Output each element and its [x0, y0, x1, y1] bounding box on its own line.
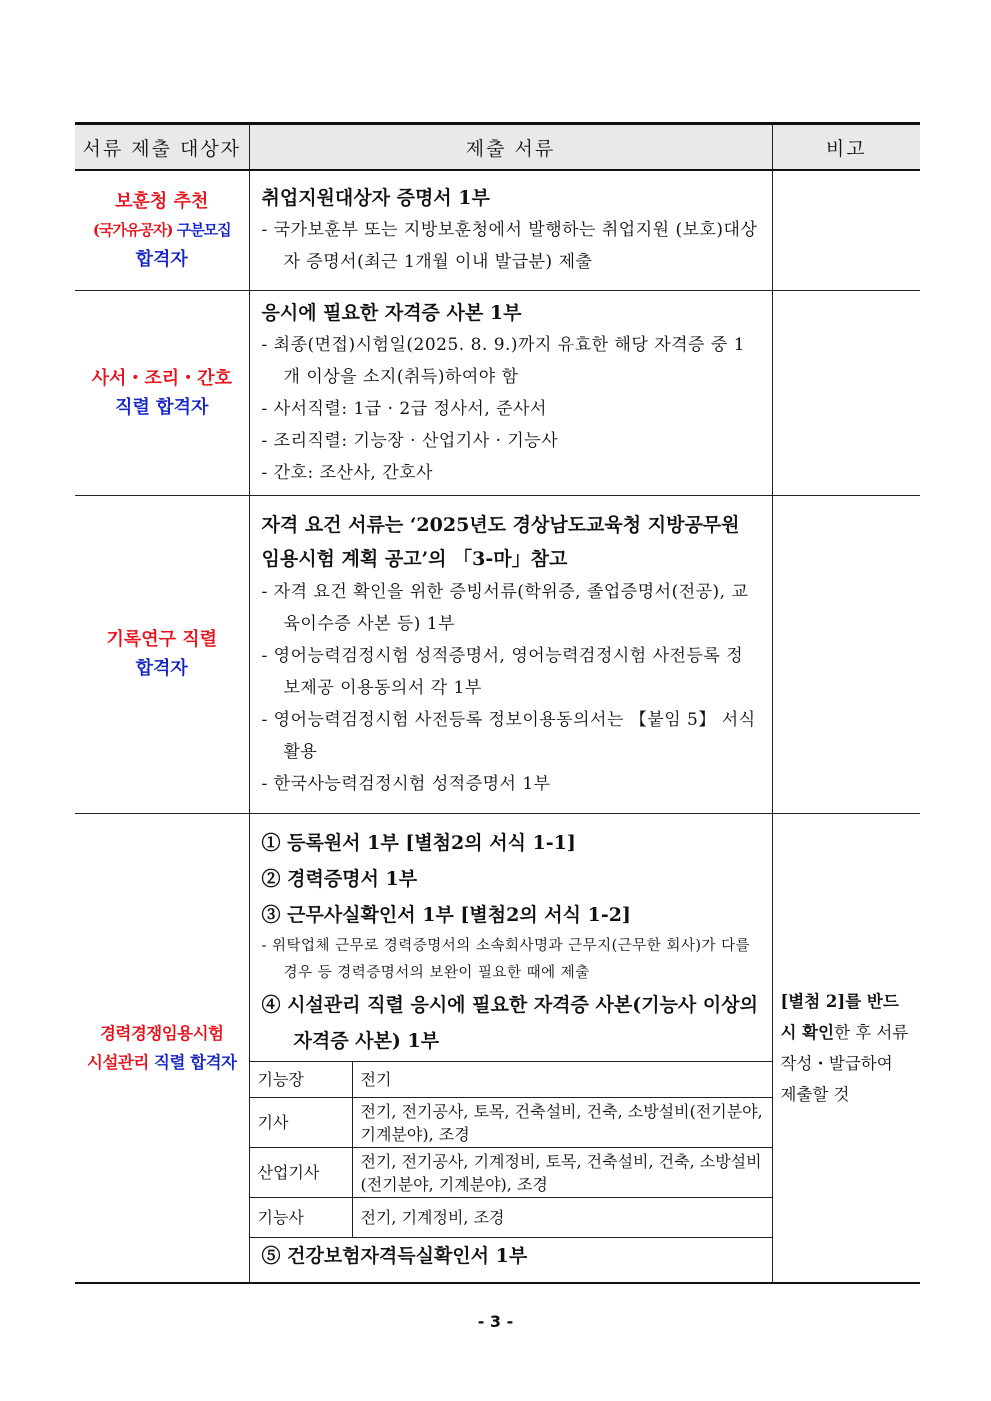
doc-item: - 영어능력검정시험 사전등록 정보이용동의서는 【붙임 5】 서식 활용	[261, 710, 756, 762]
doc-heading: ③ 근무사실확인서 1부 [별첨2의 서식 1-2]	[261, 904, 631, 927]
target-line: (국가유공자) 구분모집	[92, 220, 231, 239]
cert-fields: 전기, 전기공사, 토목, 건축설비, 건축, 소방설비(전기분야, 기계분야), 조경	[352, 1098, 772, 1148]
table-row	[75, 813, 920, 1283]
target-line: 시설관리 직렬 합격자	[87, 1052, 237, 1072]
doc-item: - 국가보훈부 또는 지방보훈청에서 발행하는 취업지원 (보호)대상자 증명서(최근 1개월 이내 발급분) 제출	[261, 220, 758, 273]
target-line: 경력경쟁임용시험	[99, 1023, 224, 1043]
docs-cell	[249, 813, 772, 1283]
cert-fields: 전기, 전기공사, 기계정비, 토목, 건축설비, 건축, 소방설비(전기분야, 기계분야), 조경	[352, 1148, 772, 1198]
cert-grade: 산업기사	[250, 1148, 353, 1198]
table-row	[75, 290, 920, 495]
page-number: - 3 -	[477, 1312, 514, 1331]
doc-heading: ② 경력증명서 1부	[261, 868, 418, 891]
doc-heading: 응시에 필요한 자격증 사본 1부	[261, 301, 522, 324]
doc-item: - 영어능력검정시험 성적증명서, 영어능력검정시험 사전등록 정보제공 이용동의서 각 1부	[261, 646, 744, 698]
note-cell	[772, 290, 920, 495]
doc-heading: 자격 요건 서류는 ‘2025년도 경상남도교육청 지방공무원 임용시험 계획 공고’의 「3-마」참고	[261, 514, 740, 570]
doc-item: - 위탁업체 근무로 경력증명서의 소속회사명과 근무지(근무한 회사)가 다를 경우 등 경력증명서의 보완이 필요한 때에 제출	[261, 938, 751, 982]
target-line: 합격자	[135, 248, 188, 270]
doc-item: - 사서직렬: 1급 · 2급 정사서, 준사서	[261, 398, 547, 419]
cert-grade: 기능장	[250, 1062, 353, 1098]
doc-item: - 한국사능력검정시험 성적증명서 1부	[261, 774, 551, 794]
doc-item: - 자격 요건 확인을 위한 증빙서류(학위증, 졸업증명서(전공), 교육이수증 사본 등) 1부	[261, 582, 749, 634]
target-cell	[75, 813, 249, 1283]
document-table	[75, 122, 920, 1284]
cert-fields: 전기	[352, 1062, 772, 1098]
note-cell	[772, 813, 920, 1283]
header-target: 서류 제출 대상자	[75, 124, 249, 171]
docs-cell	[249, 290, 772, 495]
header-docs: 제출 서류	[249, 124, 772, 171]
doc-heading: 취업지원대상자 증명서 1부	[261, 187, 490, 210]
target-line: 사서・조리・간호	[91, 367, 232, 389]
table-row	[75, 170, 920, 290]
doc-item: - 간호: 조산사, 간호사	[261, 462, 433, 483]
target-cell	[75, 495, 249, 813]
cert-row	[250, 1198, 772, 1238]
cert-row	[250, 1098, 772, 1148]
doc-heading: ④ 시설관리 직렬 응시에 필요한 자격증 사본(기능사 이상의 자격증 사본) 1부	[261, 994, 758, 1053]
target-cell	[75, 170, 249, 290]
header-note: 비고	[772, 124, 920, 171]
cert-fields: 전기, 기계정비, 조경	[352, 1198, 772, 1238]
docs-cell	[249, 495, 772, 813]
note-text: 한 후 서류 작성・발급하여 제출할 것	[780, 1022, 909, 1104]
cert-row	[250, 1062, 772, 1098]
note-cell	[772, 170, 920, 290]
docs-cell	[249, 170, 772, 290]
target-cell	[75, 290, 249, 495]
target-line: 직렬 합격자	[115, 396, 209, 418]
cert-grade: 기능사	[250, 1198, 353, 1238]
doc-item: - 조리직렬: 기능장 · 산업기사 · 기능사	[261, 430, 559, 451]
doc-heading: ① 등록원서 1부 [별첨2의 서식 1-1]	[261, 832, 576, 855]
note-cell	[772, 495, 920, 813]
certificate-table	[250, 1061, 772, 1238]
target-line: 기록연구 직렬	[106, 629, 218, 650]
doc-item: - 최종(면접)시험일(2025. 8. 9.)까지 유효한 해당 자격증 중 1개 이상을 소지(취득)하여야 함	[261, 334, 746, 387]
table-header-row	[75, 124, 920, 171]
note-bold: [별첨 2]를 반드시 확인	[780, 991, 899, 1042]
target-line: 보훈청 추천	[115, 190, 209, 212]
cert-row	[250, 1148, 772, 1198]
cert-grade: 기사	[250, 1098, 353, 1148]
doc-heading: ⑤ 건강보험자격득실확인서 1부	[261, 1245, 528, 1268]
target-line: 합격자	[135, 658, 188, 679]
table-row	[75, 495, 920, 813]
